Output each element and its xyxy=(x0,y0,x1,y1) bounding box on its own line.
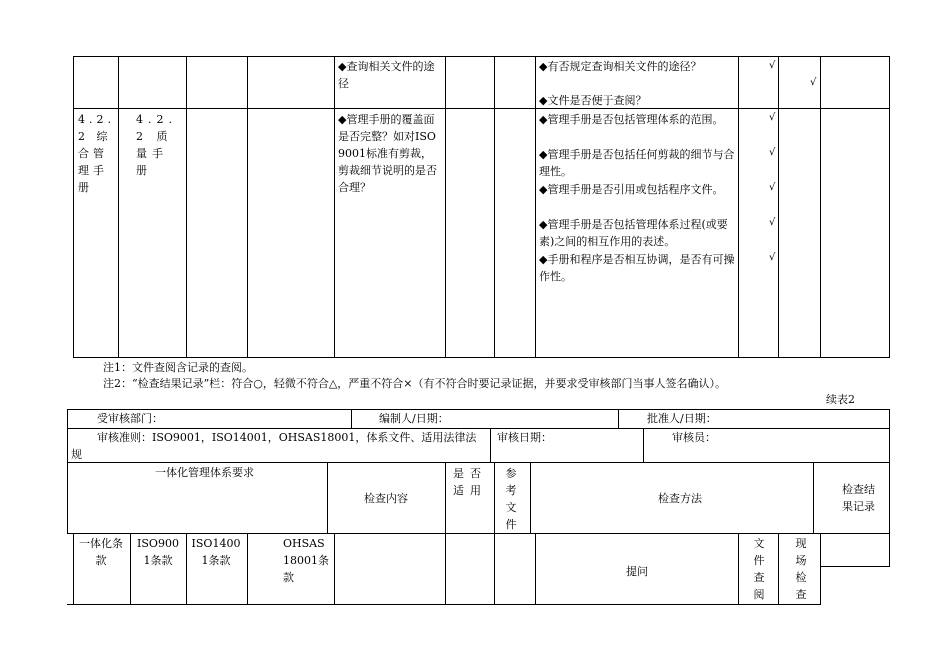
audit-criteria: 审核准则：ISO9001，ISO14001，OHSAS18001，体系文件、适用法律法规 xyxy=(71,431,477,461)
row2-method-2: ◆管理手册是否包括任何剪裁的细节与合理性。 xyxy=(539,148,735,178)
row1-content: ◆查询相关文件的途径 xyxy=(338,60,435,90)
row1-doc-check: √ xyxy=(769,60,776,71)
audited-dept-label: 受审核部门： xyxy=(97,412,163,425)
auditor-label: 审核员： xyxy=(672,431,716,444)
row2-check-2: √ xyxy=(769,147,776,158)
continued-label: 续表2 xyxy=(826,393,855,406)
sub-question: 提问 xyxy=(626,565,648,578)
row2-method-1: ◆管理手册是否包括管理体系的范围。 xyxy=(539,113,724,126)
row2-method-4: ◆管理手册是否包括管理体系过程(或要素)之间的相互作用的表述。 xyxy=(539,218,728,248)
row2-integrated-clause: 4.2.2 综合管理手册 xyxy=(78,113,115,194)
row2-method-5: ◆手册和程序是否相互协调，是否有可操作性。 xyxy=(539,253,735,283)
sub-integrated: 一体化条款 xyxy=(79,537,123,567)
sub-site-check: 现场检查 xyxy=(795,537,811,601)
col-method: 检查方法 xyxy=(658,492,702,505)
col-content: 检查内容 xyxy=(364,492,408,505)
row2-iso9001-clause: 4.2.2 质量手册 xyxy=(136,113,177,177)
row1-site-check: √ xyxy=(810,77,817,88)
row2-content: ◆管理手册的覆盖面是否完整？如对ISO9001标准有剪裁，剪裁细节说明的是否合理？ xyxy=(338,113,437,194)
col-applicable: 是否适用 xyxy=(453,467,487,497)
prepared-by-label: 编制人/日期： xyxy=(379,412,449,425)
sub-ohsas: OHSAS18001条款 xyxy=(283,537,329,584)
col-requirements: 一体化管理体系要求 xyxy=(155,466,254,479)
approved-by-label: 批准人/日期： xyxy=(647,412,717,425)
row2-check-3: √ xyxy=(769,182,776,193)
row2-check-5: √ xyxy=(769,252,776,263)
row2-method-3: ◆管理手册是否引用或包括程序文件。 xyxy=(539,183,724,196)
note-2: 注2：“检查结果记录”栏：符合○，轻微不符合△，严重不符合×（有不符合时要记录证据，并要求受审核部门当事人签名确认）。 xyxy=(103,377,727,390)
row1-method-1: ◆有否规定查询相关文件的途径？ xyxy=(539,60,702,73)
row2-check-4: √ xyxy=(769,217,776,228)
sub-iso9001: ISO9001条款 xyxy=(137,537,179,567)
note-1: 注1：文件查阅含记录的查阅。 xyxy=(103,361,253,374)
row1-method-2: ◆文件是否便于查阅？ xyxy=(539,94,647,107)
row2-check-1: √ xyxy=(769,112,776,123)
col-result: 检查结果记录 xyxy=(842,483,875,513)
sub-iso14001: ISO14001条款 xyxy=(191,537,241,567)
sub-doc-review: 文件查阅 xyxy=(753,537,769,601)
col-reference: 参考文件 xyxy=(505,467,523,531)
audit-date-label: 审核日期： xyxy=(497,431,552,444)
